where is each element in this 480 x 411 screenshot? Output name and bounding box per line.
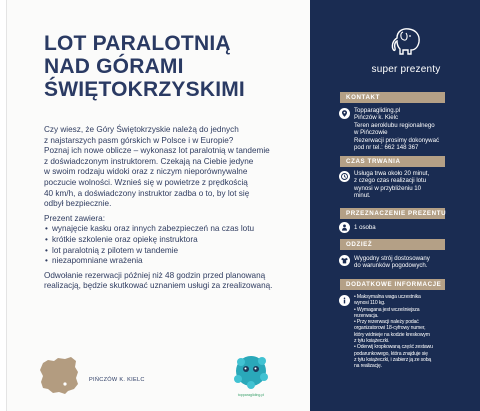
intro-line: 40 km/h, a doświadczony instruktor zadba o to, by lot się xyxy=(44,188,250,198)
clothing-heading: ODZIEŻ xyxy=(340,239,445,250)
poland-map-icon xyxy=(38,355,80,395)
contact-line: Teren aeroklubu regionalnego xyxy=(354,121,435,129)
includes-label: Prezent zawiera: xyxy=(44,213,105,223)
partner-logo-icon xyxy=(229,351,273,395)
people-count: 1 osoba xyxy=(354,224,376,231)
outro-line: Odwołanie rezerwacji później niż 48 godzin przed planowaną xyxy=(44,270,266,280)
extra-line: organizatorowi 18-cyfrowy numer, xyxy=(354,325,426,332)
people-heading: PRZEZNACZENIE PREZENTU xyxy=(340,208,445,219)
clothing-details xyxy=(354,255,448,270)
map-label: PIŃCZÓW K. KIELC xyxy=(89,377,145,383)
page-edge xyxy=(6,0,7,411)
partner-label: topparagliding.pl xyxy=(237,393,265,397)
title-line: NAD GÓRAMI xyxy=(44,55,184,78)
person-icon xyxy=(339,222,350,233)
list-item: • krótkie szkolenie oraz opiekę instruktora xyxy=(44,235,302,246)
extra-line: który widnieje na kodzie kreskowym xyxy=(354,331,430,338)
elephant-logo-icon xyxy=(389,27,423,57)
contact-details xyxy=(354,107,448,151)
extra-line: • Oderwij kropkowaną część zestawu xyxy=(354,344,433,351)
contact-line: pod nr tel.: 662 148 367 xyxy=(354,144,419,152)
contact-line: Topparagliding.pl xyxy=(354,107,401,114)
duration-line: z czego czas realizacji lotu xyxy=(354,177,427,185)
intro-line: z doświadczonym instruktorem. Czekają na Ciebie jedyne xyxy=(44,156,254,166)
intro-line: poczucie wolności. Wznieś się w powietrze z prędkością xyxy=(44,177,248,187)
outro-paragraph xyxy=(44,271,302,292)
extra-line: z tyłu książeczki, i zabierz ją ze sobą xyxy=(354,356,432,363)
info-icon xyxy=(339,295,350,306)
title-line: ŚWIĘTOKRZYSKIMI xyxy=(44,78,245,101)
contact-line: w Pińczowie xyxy=(354,129,388,137)
duration-details xyxy=(354,170,448,200)
list-item: • wynajęcie kasku oraz innych zabezpieczeń na czas lotu xyxy=(44,224,302,235)
contact-line: Pińczów k. Kielc xyxy=(354,114,399,122)
extra-details xyxy=(354,294,450,370)
brand-name: super prezenty xyxy=(371,64,441,75)
shirt-icon xyxy=(339,255,350,266)
extra-line: rezerwacja. xyxy=(354,312,379,319)
intro-line: Czy wiesz, że Góry Świętokrzyskie należą do jednych xyxy=(44,125,239,134)
clothing-line: do warunków pogodowych. xyxy=(354,262,428,270)
location-marker-icon xyxy=(63,382,66,385)
extra-line: • Wymagana jest wcześniejsza xyxy=(354,306,420,313)
duration-line: wynosi w przybliżeniu 10 xyxy=(354,184,422,192)
duration-heading: CZAS TRWANIA xyxy=(340,156,445,167)
list-item: • niezapomniane wrażenia xyxy=(44,256,302,267)
extra-line: na realizację. xyxy=(354,363,382,370)
contact-line: Rezerwacji prosimy dokonywać xyxy=(354,136,440,144)
extra-line: wynosi 110 kg. xyxy=(354,300,386,307)
extra-line: • Maksymalna waga uczestnika xyxy=(354,294,421,300)
contact-heading: KONTAKT xyxy=(340,92,445,103)
list-item: • lot paralotnią z pilotem w tandemie xyxy=(44,246,302,257)
includes-list xyxy=(44,224,302,266)
clothing-line: Wygodny strój dostosowany xyxy=(354,255,430,262)
duration-line: minut. xyxy=(354,192,371,200)
intro-paragraph xyxy=(44,125,302,210)
description xyxy=(44,125,302,292)
extra-line: podarunkowego, która znajduje się xyxy=(354,350,428,357)
extra-heading: DODATKOWE INFORMACJE xyxy=(340,279,445,290)
extra-line: • Przy rezerwacji należy podać xyxy=(354,319,419,326)
intro-line: Poznaj ich nowe oblicze – wykonasz lot paralotnią w tandemie xyxy=(44,146,270,156)
outro-line: realizacją, będzie skutkować uznaniem usługi za zrealizowaną. xyxy=(44,281,273,291)
extra-line: z tyłu książeczki. xyxy=(354,338,390,345)
title-line: LOT PARALOTNIĄ xyxy=(44,32,231,55)
clock-icon xyxy=(339,171,350,182)
intro-line: z najstarszych pasm górskich w Polsce i w Europie? xyxy=(44,135,234,145)
people-details xyxy=(354,224,448,231)
duration-line: Usługa trwa około 20 minut, xyxy=(354,170,430,177)
intro-line: w swoim rodzaju widoki oraz z niczym nieporównywalne xyxy=(44,167,248,177)
page-title xyxy=(44,32,304,101)
intro-line: odbył bezpiecznie. xyxy=(44,199,112,209)
location-pin-icon xyxy=(339,108,350,119)
